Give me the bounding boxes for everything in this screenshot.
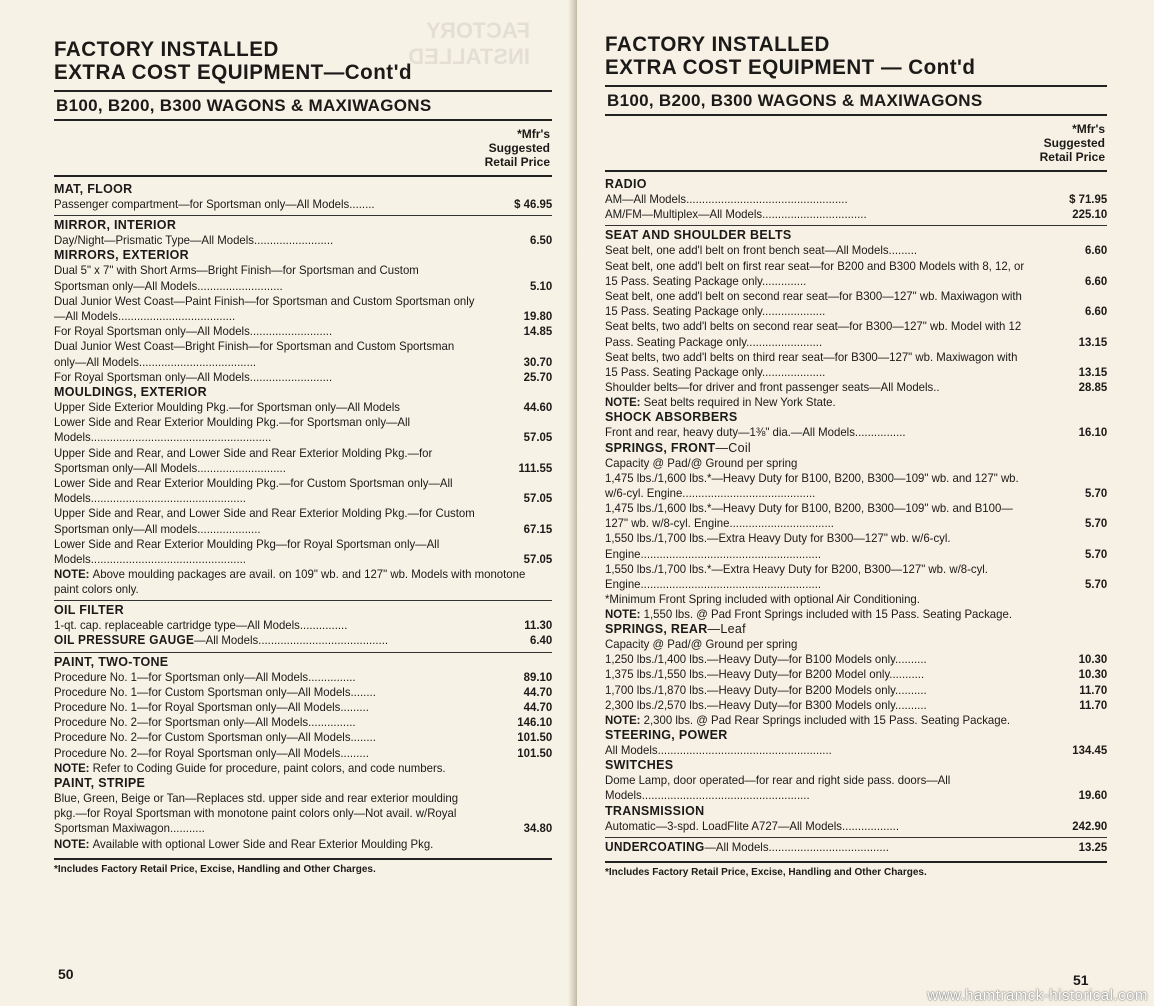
equipment-row (605, 243, 1107, 258)
section-heading: MOULDINGS, EXTERIOR (54, 385, 207, 400)
equipment-row (54, 263, 552, 293)
item-description: AM/FM—Multiplex—All Models................................. (605, 207, 867, 222)
item-price: 134.45 (1072, 743, 1108, 758)
equipment-row (605, 819, 1107, 834)
note-label: NOTE: (54, 836, 93, 851)
item-price: 5.70 (1084, 577, 1108, 592)
heading-suffix: —Leaf (707, 622, 746, 637)
item-description: 1-qt. cap. replaceable cartridge type—All Models............... (54, 618, 348, 633)
item-price: 67.15 (523, 521, 553, 536)
model-subtitle: B100, B200, B300 WAGONS & MAXIWAGONS (605, 85, 1107, 116)
equipment-row (605, 840, 1107, 855)
page-title-line1: FACTORY INSTALLED (605, 33, 830, 56)
section-divider (605, 170, 1107, 172)
equipment-row (54, 339, 552, 369)
equipment-row (54, 700, 552, 715)
note-label: NOTE: (54, 567, 93, 582)
note-label: NOTE: (54, 760, 93, 775)
item-description (54, 633, 493, 648)
item-price: 19.60 (1078, 788, 1108, 803)
section-heading: MIRROR, INTERIOR (54, 218, 177, 233)
price-header-line: Retail Price (484, 155, 550, 169)
equipment-row (605, 773, 1107, 803)
note-body: 1,550 lbs. @ Pad Front Springs included with 15 Pass. Seating Package. (643, 607, 1013, 622)
equipment-section (605, 228, 1107, 410)
equipment-section (54, 218, 552, 248)
item-price: 5.70 (1084, 485, 1108, 500)
item-description: For Royal Sportsman only—All Models.......................... (54, 369, 333, 384)
item-price: 225.10 (1072, 207, 1108, 222)
item-description: AM—All Models................................................... (605, 192, 848, 206)
equipment-row (605, 531, 1107, 561)
note-label: NOTE: (605, 713, 644, 728)
equipment-row (54, 370, 552, 385)
item-description: 1,250 lbs./1,400 lbs.—Heavy Duty—for B100 Models only.......... (605, 652, 927, 667)
equipment-list (54, 175, 552, 876)
section-divider (605, 225, 1107, 226)
equipment-section (54, 182, 552, 212)
section-divider (605, 861, 1107, 863)
price-header-line: *Mfr's (1072, 122, 1105, 136)
item-description: 1,475 lbs./1,600 lbs.*—Heavy Duty for B100, B200, B300—109" wb. and B100—127" wb. w/8-cyl. Engine................................. (605, 501, 1013, 531)
item-price: 57.05 (523, 491, 553, 506)
equipment-row (54, 730, 552, 745)
item-description: Shoulder belts—for driver and front passenger seats—All Models.. (605, 380, 940, 395)
equipment-row (605, 192, 1107, 207)
equipment-row (605, 350, 1107, 380)
item-price: 14.85 (523, 324, 553, 339)
price-header (54, 121, 552, 175)
equipment-row (54, 537, 552, 567)
item-price: 6.50 (529, 233, 553, 248)
capacity-subheading: Capacity @ Pad/@ Ground per spring (605, 455, 798, 470)
item-description: Passenger compartment—for Sportsman only—All Models........ (54, 197, 375, 211)
page-number: 50 (58, 966, 74, 982)
item-price: $ 46.95 (514, 197, 553, 211)
equipment-row (54, 670, 552, 685)
note-text (54, 837, 552, 852)
item-description: Dome Lamp, door operated—for rear and right side pass. doors—All Models..................................................... (605, 773, 951, 803)
heading-suffix: —Coil (715, 440, 752, 455)
section-divider (54, 175, 552, 177)
note-body: Above moulding packages are avail. on 109" wb. and 127" wb. Models with monotone paint colors only. (54, 567, 526, 597)
section-heading: MIRRORS, EXTERIOR (54, 248, 189, 263)
item-description: Lower Side and Rear Exterior Moulding Pkg.—for Custom Sportsman only—All Models................................................. (54, 476, 453, 506)
item-price: 44.70 (523, 700, 553, 715)
item-description: 1,375 lbs./1,550 lbs.—Heavy Duty—for B200 Model only........... (605, 667, 925, 682)
equipment-row (54, 746, 552, 761)
item-description: 1,550 lbs./1,700 lbs.—Extra Heavy Duty for B300—127" wb. w/6-cyl. Engine......................................................... (605, 531, 951, 561)
equipment-section (54, 633, 552, 648)
item-description: Seat belt, one add'l belt on second rear seat—for B300—127" wb. Maxiwagon with 15 Pass. Seating Package only.................... (605, 289, 1022, 319)
equipment-row (605, 562, 1107, 592)
note-body: Available with optional Lower Side and Rear Exterior Moulding Pkg. (92, 836, 434, 851)
note-label: NOTE: (605, 607, 644, 622)
right-page (577, 0, 1154, 1006)
price-header-line: Suggested (1043, 136, 1105, 150)
item-description: Day/Night—Prismatic Type—All Models......................... (54, 233, 334, 248)
item-description: Upper Side Exterior Moulding Pkg.—for Sportsman only—All Models (54, 400, 400, 415)
equipment-row (54, 324, 552, 339)
page-title-line2: EXTRA COST EQUIPMENT — Cont'd (605, 56, 976, 79)
item-description: Seat belts, two add'l belts on second rear seat—for B300—127" wb. Model with 12 Pass. Seating Package only........................ (605, 319, 1022, 349)
item-price: 11.70 (1079, 682, 1108, 697)
item-price: 57.05 (523, 552, 553, 567)
equipment-row (54, 791, 552, 837)
left-column (54, 38, 552, 876)
item-price: 30.70 (523, 354, 553, 369)
section-heading: UNDERCOATING (605, 839, 705, 854)
item-price: 10.30 (1078, 667, 1108, 682)
item-price: 13.15 (1078, 365, 1108, 380)
item-price: 10.30 (1078, 652, 1108, 667)
item-price: 25.70 (523, 369, 553, 384)
item-description: Seat belts, two add'l belts on third rear seat—for B300—127" wb. Maxiwagon with 15 Pass. Seating Package only.................... (605, 349, 1018, 380)
equipment-row (605, 501, 1107, 531)
item-description: For Royal Sportsman only—All Models.......................... (54, 324, 333, 339)
item-description: Dual Junior West Coast—Paint Finish—for Sportsman and Custom Sportsman only—All Models..................................... (54, 293, 475, 324)
item-price: 11.30 (524, 618, 553, 633)
section-heading: SPRINGS, FRONT—Coil (605, 440, 752, 455)
note-text (54, 761, 552, 776)
equipment-section (605, 441, 1107, 623)
item-description: Procedure No. 1—for Royal Sportsman only—All Models......... (54, 700, 369, 715)
item-description: 1,475 lbs./1,600 lbs.*—Heavy Duty for B100, B200, B300—109" wb. and 127" wb. w/6-cyl. Engine.......................................... (605, 470, 1019, 500)
equipment-row (605, 743, 1107, 758)
equipment-row (605, 471, 1107, 501)
equipment-row (54, 476, 552, 506)
equipment-section (605, 804, 1107, 834)
section-divider (54, 215, 552, 216)
equipment-row (54, 446, 552, 476)
equipment-row (54, 715, 552, 730)
equipment-section (54, 385, 552, 597)
equipment-row (605, 319, 1107, 349)
section-heading: SPRINGS, REAR—Leaf (605, 622, 746, 637)
equipment-section (605, 177, 1107, 222)
price-header-line: Suggested (488, 141, 550, 155)
item-description: Seat belt, one add'l belt on first rear seat—for B200 and B300 Models with 8, 12, or 15 Pass. Seating Package only.............. (605, 258, 1025, 288)
item-description: Dual Junior West Coast—Bright Finish—for Sportsman and Custom Sportsman only—All Models..................................... (54, 339, 455, 369)
item-price: 101.50 (517, 745, 553, 760)
item-description: Procedure No. 2—for Royal Sportsman only—All Models......... (54, 745, 369, 760)
item-description-text: —All Models......................................... (194, 633, 389, 648)
equipment-section (605, 728, 1107, 758)
section-divider (54, 858, 552, 860)
note-text (605, 607, 1107, 622)
item-description: Upper Side and Rear, and Lower Side and Rear Exterior Molding Pkg.—for Custom Sportsman only—All models.................... (54, 506, 475, 536)
section-heading: PAINT, STRIPE (54, 775, 146, 790)
item-price: 6.60 (1084, 243, 1108, 258)
item-description: Procedure No. 2—for Sportsman only—All Models............... (54, 715, 356, 730)
equipment-row (605, 425, 1107, 440)
note-text (605, 395, 1107, 410)
item-price: 34.80 (523, 821, 553, 836)
equipment-row (54, 618, 552, 633)
item-price: 5.70 (1084, 516, 1108, 531)
equipment-section (54, 603, 552, 633)
item-price: 44.60 (523, 400, 553, 415)
equipment-row (605, 289, 1107, 319)
item-price: 146.10 (517, 715, 553, 730)
item-description: Automatic—3-spd. LoadFlite A727—All Models.................. (605, 818, 899, 833)
note-text (605, 713, 1107, 728)
equipment-row (54, 506, 552, 536)
bleed-through-text: FACTORY INSTALLED (408, 18, 530, 69)
equipment-section (54, 776, 552, 852)
item-description-text: —All Models...................................... (704, 839, 889, 854)
item-price: 16.10 (1078, 425, 1108, 440)
equipment-row (605, 698, 1107, 713)
item-price: 44.70 (523, 684, 553, 699)
footnote: *Includes Factory Retail Price, Excise, Handling and Other Charges. (605, 867, 927, 879)
item-description: Seat belt, one add'l belt on front bench seat—All Models......... (605, 243, 918, 258)
item-price: 13.25 (1078, 839, 1108, 854)
equipment-row (54, 633, 552, 648)
capacity-subheading: Capacity @ Pad/@ Ground per spring (605, 637, 798, 652)
item-description: Blue, Green, Beige or Tan—Replaces std. upper side and rear exterior moulding pkg.—for Royal Sportsman with monotone paint colors only—Not avail. w/Royal Sportsman Maxiwagon........... (54, 790, 459, 836)
item-price: 13.15 (1078, 334, 1108, 349)
section-heading: RADIO (605, 177, 647, 191)
equipment-section (605, 758, 1107, 803)
item-description: 1,700 lbs./1,870 lbs.—Heavy Duty—for B200 Models only.......... (605, 682, 927, 697)
item-price: 11.70 (1079, 697, 1108, 712)
item-price: 111.55 (518, 460, 553, 475)
equipment-list (605, 170, 1107, 879)
equipment-row (605, 259, 1107, 289)
equipment-section (605, 622, 1107, 728)
equipment-row (54, 685, 552, 700)
item-description: 1,550 lbs./1,700 lbs.*—Extra Heavy Duty for B200, B300—127" wb. w/8-cyl. Engine......................................................... (605, 561, 988, 592)
note-body: Refer to Coding Guide for procedure, paint colors, and code numbers. (92, 760, 446, 775)
item-price: 28.85 (1078, 380, 1108, 395)
equipment-row (54, 233, 552, 248)
item-description (605, 840, 1048, 855)
item-description: All Models....................................................... (605, 743, 832, 758)
note-label: NOTE: (605, 395, 644, 410)
footnote: *Includes Factory Retail Price, Excise, Handling and Other Charges. (54, 863, 376, 875)
equipment-row (54, 197, 552, 212)
equipment-row (605, 652, 1107, 667)
section-heading: PAINT, TWO-TONE (54, 654, 169, 669)
section-heading: OIL FILTER (54, 603, 124, 618)
item-price: 5.10 (529, 278, 553, 293)
model-subtitle: B100, B200, B300 WAGONS & MAXIWAGONS (54, 90, 552, 121)
equipment-row (605, 207, 1107, 222)
section-divider (54, 652, 552, 653)
item-description: Procedure No. 1—for Custom Sportsman only—All Models........ (54, 684, 376, 699)
section-divider (605, 837, 1107, 838)
item-description: Procedure No. 1—for Sportsman only—All Models............... (54, 669, 356, 684)
equipment-section (54, 248, 552, 385)
price-header (605, 116, 1107, 170)
item-price: 242.90 (1072, 818, 1108, 833)
item-price: 101.50 (517, 730, 553, 745)
section-heading: STEERING, POWER (605, 728, 728, 743)
page-title-line1: FACTORY INSTALLED (54, 38, 279, 61)
equipment-row (605, 667, 1107, 682)
equipment-section (605, 840, 1107, 855)
note-body: Seat belts required in New York State. (643, 395, 836, 410)
item-description: Procedure No. 2—for Custom Sportsman only—All Models........ (54, 730, 376, 745)
equipment-row (54, 415, 552, 445)
equipment-row (54, 400, 552, 415)
equipment-row (605, 683, 1107, 698)
right-column (605, 33, 1107, 879)
item-description: Dual 5" x 7" with Short Arms—Bright Finish—for Sportsman and Custom Sportsman only—All Models........................... (54, 263, 419, 293)
equipment-section (605, 410, 1107, 440)
section-heading: SWITCHES (605, 758, 674, 773)
item-description: Lower Side and Rear Exterior Moulding Pkg.—for Sportsman only—All Models......................................................... (54, 415, 411, 445)
item-description: Upper Side and Rear, and Lower Side and Rear Exterior Molding Pkg.—for Sportsman only—All Models............................ (54, 445, 433, 475)
item-price: 6.60 (1084, 304, 1108, 319)
footnote-line: *Minimum Front Spring included with optional Air Conditioning. (605, 592, 920, 607)
section-divider (54, 600, 552, 601)
watermark: www.hamtramck-historical.com (927, 987, 1148, 1004)
page-title-line2: EXTRA COST EQUIPMENT—Cont'd (54, 61, 413, 84)
item-price: 19.80 (523, 309, 553, 324)
item-price: 6.40 (529, 633, 553, 648)
item-price: 6.60 (1084, 273, 1108, 288)
section-heading: SEAT AND SHOULDER BELTS (605, 228, 792, 243)
equipment-section (54, 655, 552, 776)
item-description: 2,300 lbs./2,570 lbs.—Heavy Duty—for B300 Models only.......... (605, 697, 927, 712)
price-header-line: Retail Price (1039, 150, 1105, 164)
equipment-row (54, 294, 552, 324)
section-heading: MAT, FLOOR (54, 182, 133, 196)
item-price: $ 71.95 (1069, 192, 1108, 206)
section-heading: SHOCK ABSORBERS (605, 410, 738, 425)
note-text (54, 567, 552, 597)
equipment-row (605, 380, 1107, 395)
item-price: 5.70 (1084, 546, 1108, 561)
item-price: 57.05 (523, 430, 553, 445)
item-description: Lower Side and Rear Exterior Moulding Pkg—for Royal Sportsman only—All Models................................................. (54, 536, 440, 567)
item-description: Front and rear, heavy duty—1⅜" dia.—All Models................ (605, 425, 906, 440)
note-body: 2,300 lbs. @ Pad Rear Springs included with 15 Pass. Seating Package. (643, 713, 1011, 728)
section-heading: TRANSMISSION (605, 803, 705, 818)
item-price: 89.10 (523, 669, 553, 684)
price-header-line: *Mfr's (517, 127, 550, 141)
page-number: 51 (1073, 972, 1089, 988)
section-heading: OIL PRESSURE GAUGE (54, 633, 195, 648)
